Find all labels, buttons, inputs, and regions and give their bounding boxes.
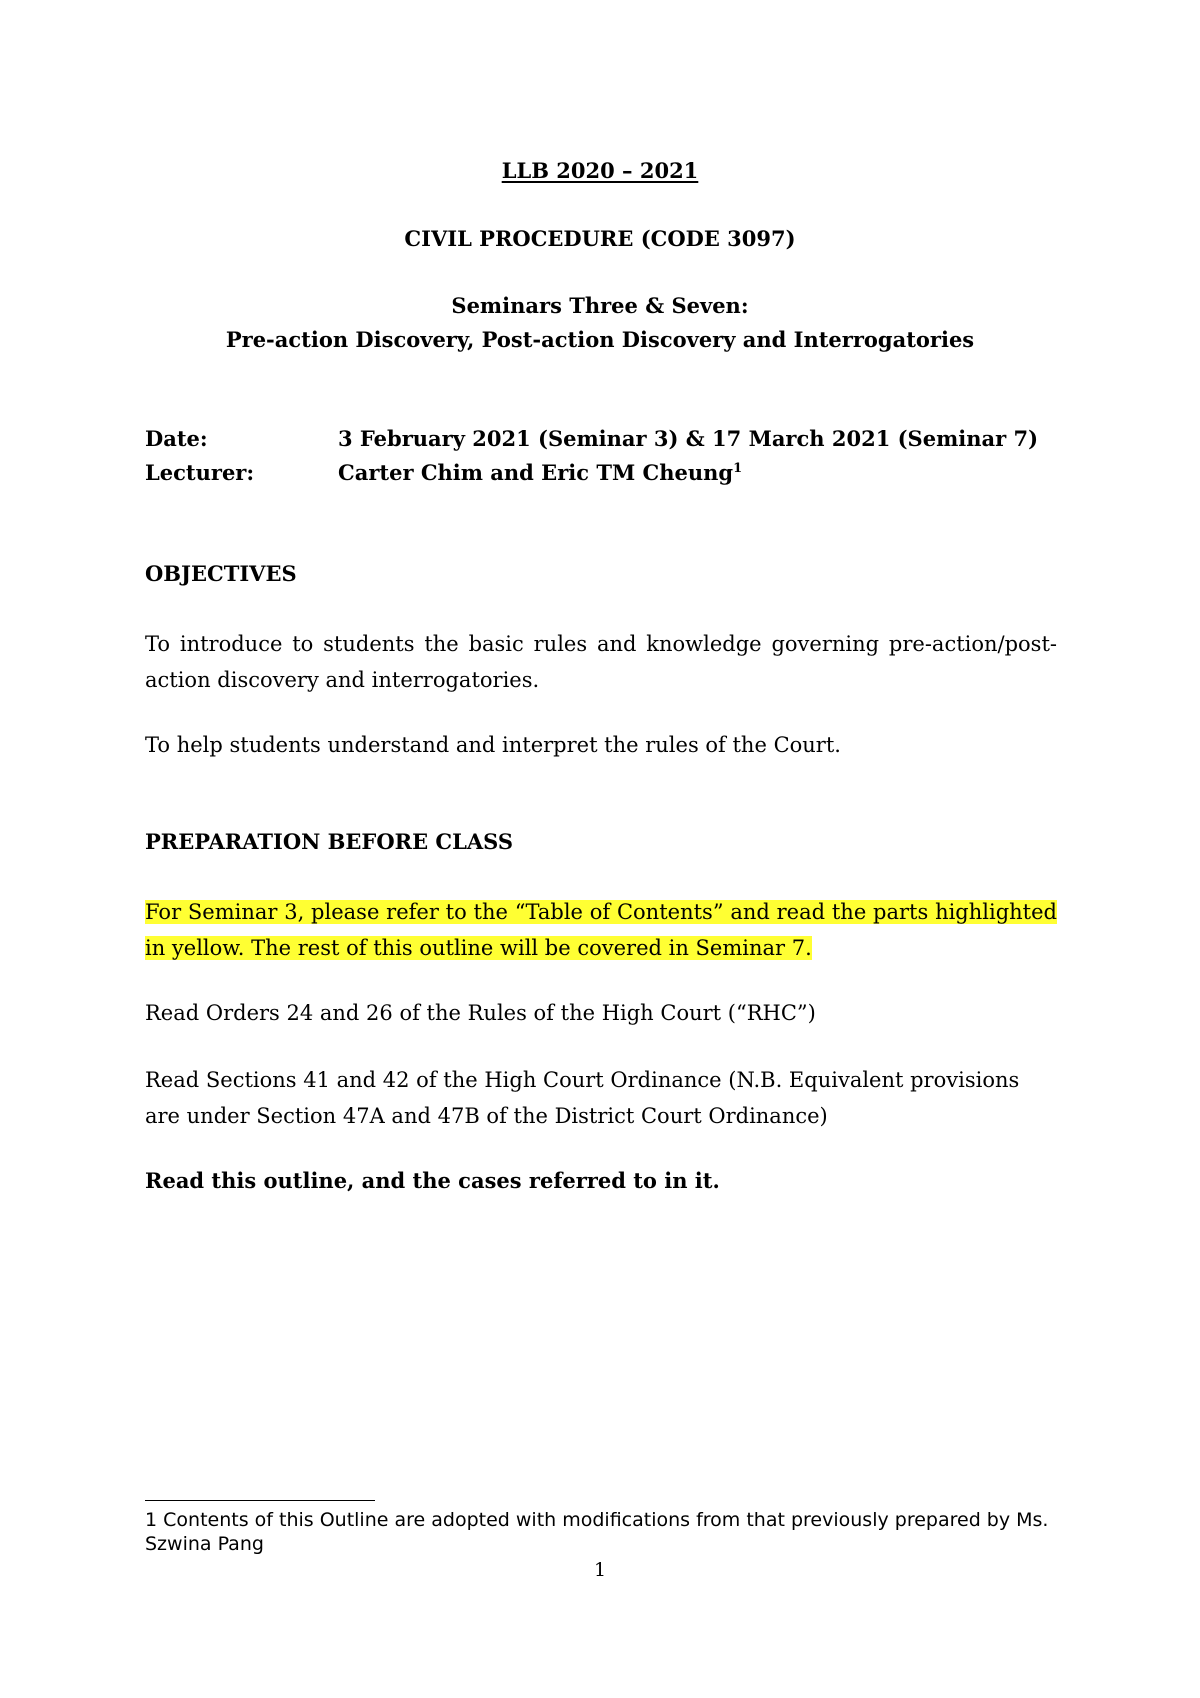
lecturer-label: Lecturer: <box>145 460 255 485</box>
preparation-bold-paragraph: Read this outline, and the cases referred to in it. <box>145 1168 720 1193</box>
highlighted-instruction <box>145 894 1057 966</box>
lecturer-value: Carter Chim and Eric TM Cheung <box>338 460 734 485</box>
seminar-title: Seminars Three & Seven: <box>451 293 749 318</box>
objectives-paragraph-2: To help students understand and interpret the rules of the Court. <box>145 733 841 757</box>
page-number: 1 <box>593 1559 607 1581</box>
program-heading: LLB 2020 – 2021 <box>501 158 699 183</box>
date-value: 3 February 2021 (Seminar 3) & 17 March 2021 (Seminar 7) <box>338 426 1039 451</box>
date-label: Date: <box>145 426 208 451</box>
lecturer-value-line <box>338 460 742 486</box>
footnote-number: 1 <box>145 1509 158 1531</box>
footnote-separator <box>145 1500 375 1501</box>
preparation-heading: PREPARATION BEFORE CLASS <box>145 829 514 854</box>
footnote <box>145 1508 1075 1556</box>
footnote-reference[interactable]: 1 <box>733 461 743 476</box>
objectives-paragraph-1: To introduce to students the basic rules and knowledge governing pre-action/post-action discovery and interrogatories. <box>145 632 1057 692</box>
objectives-heading: OBJECTIVES <box>145 561 297 586</box>
seminar-topic: Pre-action Discovery, Post-action Discovery and Interrogatories <box>225 327 975 352</box>
course-heading: CIVIL PROCEDURE (CODE 3097) <box>404 226 796 251</box>
footnote-text: Contents of this Outline are adopted with modifications from that previously prepared by Ms. Szwina Pang <box>145 1509 1049 1555</box>
preparation-paragraph-2: Read Sections 41 and 42 of the High Court Ordinance (N.B. Equivalent provisions are under Section 47A and 47B of the District Court Ordinance) <box>145 1068 1020 1128</box>
highlighted-text: For Seminar 3, please refer to the “Table of Contents” and read the parts highlighted in yellow. The rest of this outline will be covered in Seminar 7. <box>145 900 1057 960</box>
preparation-paragraph-1: Read Orders 24 and 26 of the Rules of the High Court (“RHC”) <box>145 1001 816 1025</box>
